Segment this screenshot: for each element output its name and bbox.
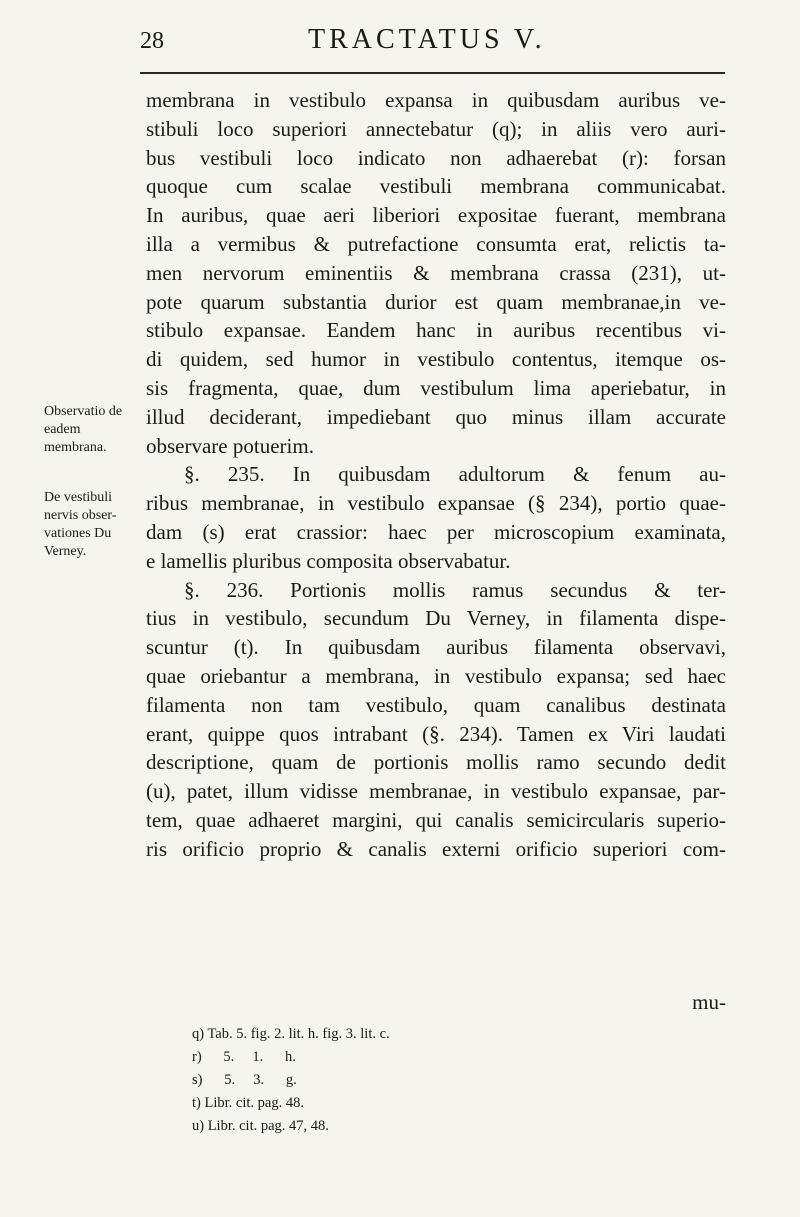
text-line: erant, quippe quos intrabant (§. 234). Tamen ex Viri laudati	[146, 721, 726, 746]
text-line: men nervorum eminentiis & membrana crassa (231), ut-	[146, 260, 726, 285]
text-line: scuntur (t). In quibusdam auribus filamenta observavi,	[146, 635, 726, 660]
main-text	[146, 86, 726, 864]
text-line: sis fragmenta, quae, dum vestibulum lima aperiebatur, in	[146, 375, 726, 400]
footnote: r) 5. 1. h.	[192, 1049, 296, 1065]
text-line: ribus membranae, in vestibulo expansae (§ 234), portio quae-	[146, 491, 726, 516]
header-rule	[140, 72, 725, 74]
text-line: In auribus, quae aeri liberiori expositae fuerant, membrana	[146, 203, 726, 228]
text-line: (u), patet, illum vidisse membranae, in vestibulo expansae, par-	[146, 779, 726, 804]
text-line: pote quarum substantia durior est quam membranae,in ve-	[146, 289, 726, 314]
text-line: descriptione, quam de portionis mollis ramo secundo dedit	[146, 750, 726, 775]
text-line: quae oriebantur a membrana, in vestibulo expansa; sed haec	[146, 663, 726, 688]
catchword: mu-	[692, 990, 726, 1014]
text-line: di quidem, sed humor in vestibulo contentus, itemque os-	[146, 347, 726, 372]
text-line: stibulo expansae. Eandem hanc in auribus recentibus vi-	[146, 318, 726, 343]
text-line: tem, quae adhaeret margini, qui canalis semicircularis superio-	[146, 807, 726, 832]
footnote: s) 5. 3. g.	[192, 1072, 297, 1088]
text-line: e lamellis pluribus composita observabatur.	[146, 548, 511, 573]
text-line: ris orificio proprio & canalis externi orificio superiori com-	[146, 836, 726, 861]
margin-note-du-verney	[44, 489, 140, 561]
text-line: quoque cum scalae vestibuli membrana communicabat.	[146, 174, 726, 199]
text-line: membrana in vestibulo expansa in quibusdam auribus ve-	[146, 88, 726, 112]
margin-note-text: De vestibuli nervis obser-vationes Du Verney.	[44, 490, 117, 559]
text-line: dam (s) erat crassior: haec per microscopium examinata,	[146, 519, 726, 544]
footnote: t) Libr. cit. pag. 48.	[192, 1095, 304, 1111]
footnotes	[192, 1023, 390, 1138]
margin-note-text: Observatio de eadem membrana.	[44, 404, 123, 455]
text-line: illa a vermibus & putrefactione consumta erat, relictis ta-	[146, 231, 726, 256]
text-line: tius in vestibulo, secundum Du Verney, in filamenta dispe-	[146, 606, 726, 631]
section-236-line: §. 236. Portionis mollis ramus secundus & ter-	[184, 577, 726, 602]
page-number: 28	[140, 28, 164, 54]
footnote: q) Tab. 5. fig. 2. lit. h. fig. 3. lit. c.	[192, 1026, 390, 1042]
text-line: bus vestibuli loco indicato non adhaerebat (r): forsan	[146, 145, 726, 170]
text-line: observare potuerim.	[146, 433, 314, 458]
footnote: u) Libr. cit. pag. 47, 48.	[192, 1118, 329, 1134]
text-line: filamenta non tam vestibulo, quam canalibus destinata	[146, 692, 726, 717]
running-title: TRACTATUS V.	[308, 24, 546, 55]
text-line: illud deciderant, impediebant quo minus illam accurate	[146, 404, 726, 429]
section-235-line: §. 235. In quibusdam adultorum & fenum au-	[184, 462, 726, 487]
text-line: stibuli loco superiori annectebatur (q); in aliis vero auri-	[146, 116, 726, 141]
margin-note-observatio	[44, 403, 140, 457]
